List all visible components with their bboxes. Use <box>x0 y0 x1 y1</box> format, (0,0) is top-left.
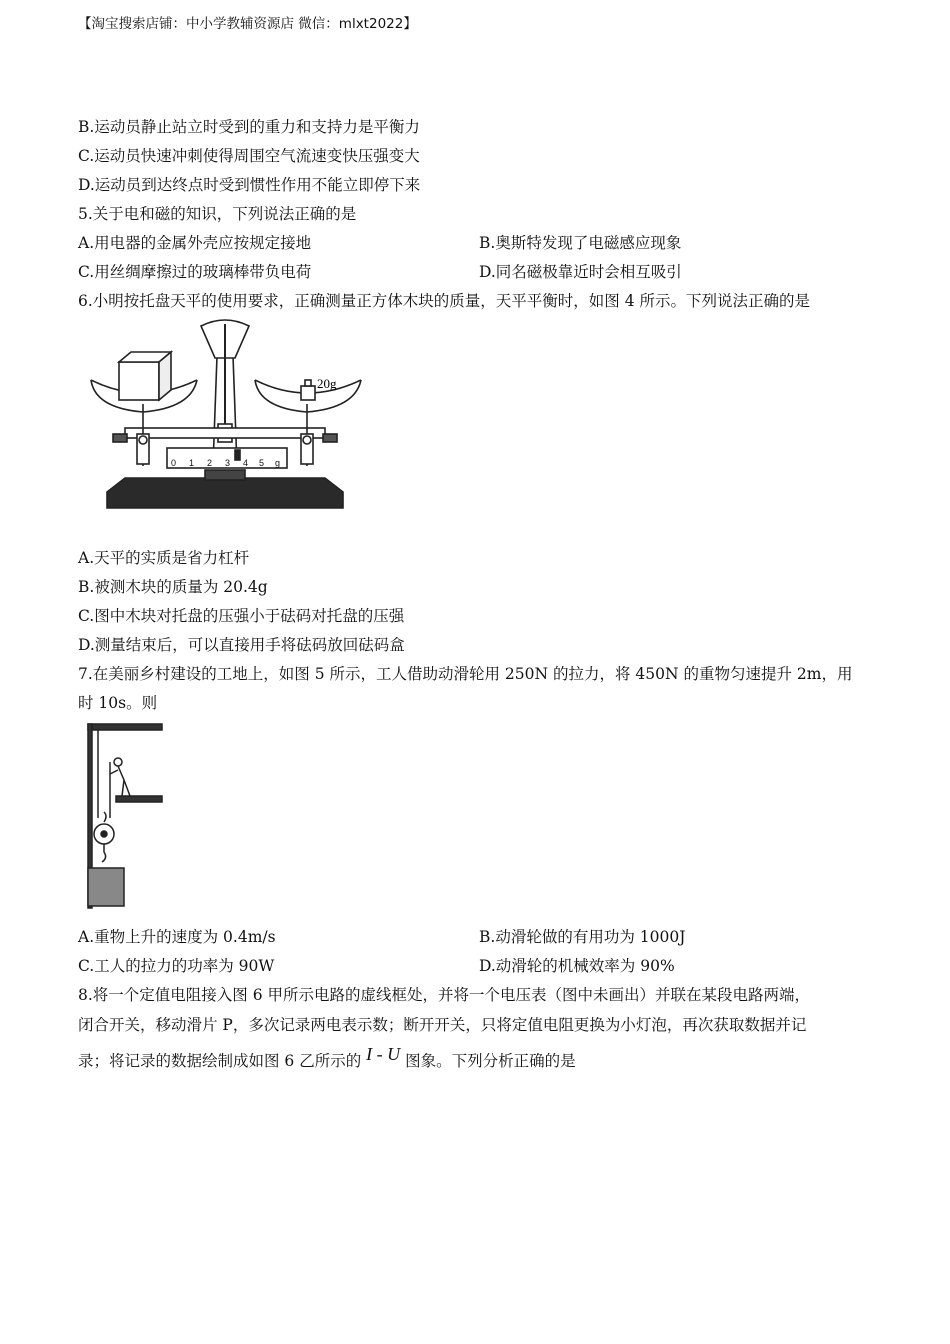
q4-option-b: B.运动员静止站立时受到的重力和支持力是平衡力 <box>78 118 420 136</box>
q7-stem-line1: 7.在美丽乡村建设的工地上，如图 5 所示，工人借助动滑轮用 250N 的拉力，将 450N 的重物匀速提升 2m，用 <box>78 665 853 683</box>
figure-balance-scale <box>85 316 365 516</box>
q5-option-d: D.同名磁极靠近时会相互吸引 <box>479 263 682 281</box>
q6-option-a: A.天平的实质是省力杠杆 <box>78 549 250 567</box>
q5-option-c: C.用丝绸摩擦过的玻璃棒带负电荷 <box>78 263 312 281</box>
q5-option-b: B.奥斯特发现了电磁感应现象 <box>479 234 682 252</box>
scale-tick: 3 <box>225 458 231 468</box>
scale-tick: 4 <box>243 458 249 468</box>
q7-option-b: B.动滑轮做的有用功为 1000J <box>479 928 686 946</box>
scale-tick: 1 <box>189 458 195 468</box>
q4-option-d: D.运动员到达终点时受到惯性作用不能立即停下来 <box>78 176 421 194</box>
figure-pulley <box>82 722 172 914</box>
weight-label: 20g <box>317 376 337 391</box>
q6-stem: 6.小明按托盘天平的使用要求，正确测量正方体木块的质量，天平平衡时，如图 4 所示。下列说法正确的是 <box>78 292 811 310</box>
q6-option-b: B.被测木块的质量为 20.4g <box>78 578 268 596</box>
q8-line3 <box>78 1044 576 1071</box>
page-header: 【淘宝搜索店铺：中小学教辅资源店 微信：mlxt2022】 <box>78 16 417 32</box>
q5-option-a: A.用电器的金属外壳应按规定接地 <box>78 234 312 252</box>
q6-option-c: C.图中木块对托盘的压强小于砝码对托盘的压强 <box>78 607 405 625</box>
scale-tick: g <box>275 458 281 468</box>
q8-line3-post: 图象。下列分析正确的是 <box>400 1052 576 1070</box>
q8-line1: 8.将一个定值电阻接入图 6 甲所示电路的虚线框处，并将一个电压表（图中未画出）并联在某段电路两端， <box>78 986 811 1004</box>
iu-formula: I - U <box>366 1044 401 1064</box>
q7-stem-line2: 时 10s。则 <box>78 694 158 712</box>
q6-option-d: D.测量结束后，可以直接用手将砝码放回砝码盒 <box>78 636 405 654</box>
q8-line2: 闭合开关，移动滑片 P，多次记录两电表示数；断开开关，只将定值电阻更换为小灯泡，再次获取数据并记 <box>78 1016 807 1034</box>
scale-tick: 0 <box>171 458 177 468</box>
q7-option-c: C.工人的拉力的功率为 90W <box>78 957 275 975</box>
q8-line3-pre: 录；将记录的数据绘制成如图 6 乙所示的 <box>78 1052 367 1070</box>
q7-option-d: D.动滑轮的机械效率为 90% <box>479 957 675 975</box>
scale-tick: 2 <box>207 458 213 468</box>
q5-stem: 5.关于电和磁的知识，下列说法正确的是 <box>78 205 357 223</box>
q4-option-c: C.运动员快速冲刺使得周围空气流速变快压强变大 <box>78 147 420 165</box>
scale-tick: 5 <box>259 458 265 468</box>
q7-option-a: A.重物上升的速度为 0.4m/s <box>78 928 276 946</box>
